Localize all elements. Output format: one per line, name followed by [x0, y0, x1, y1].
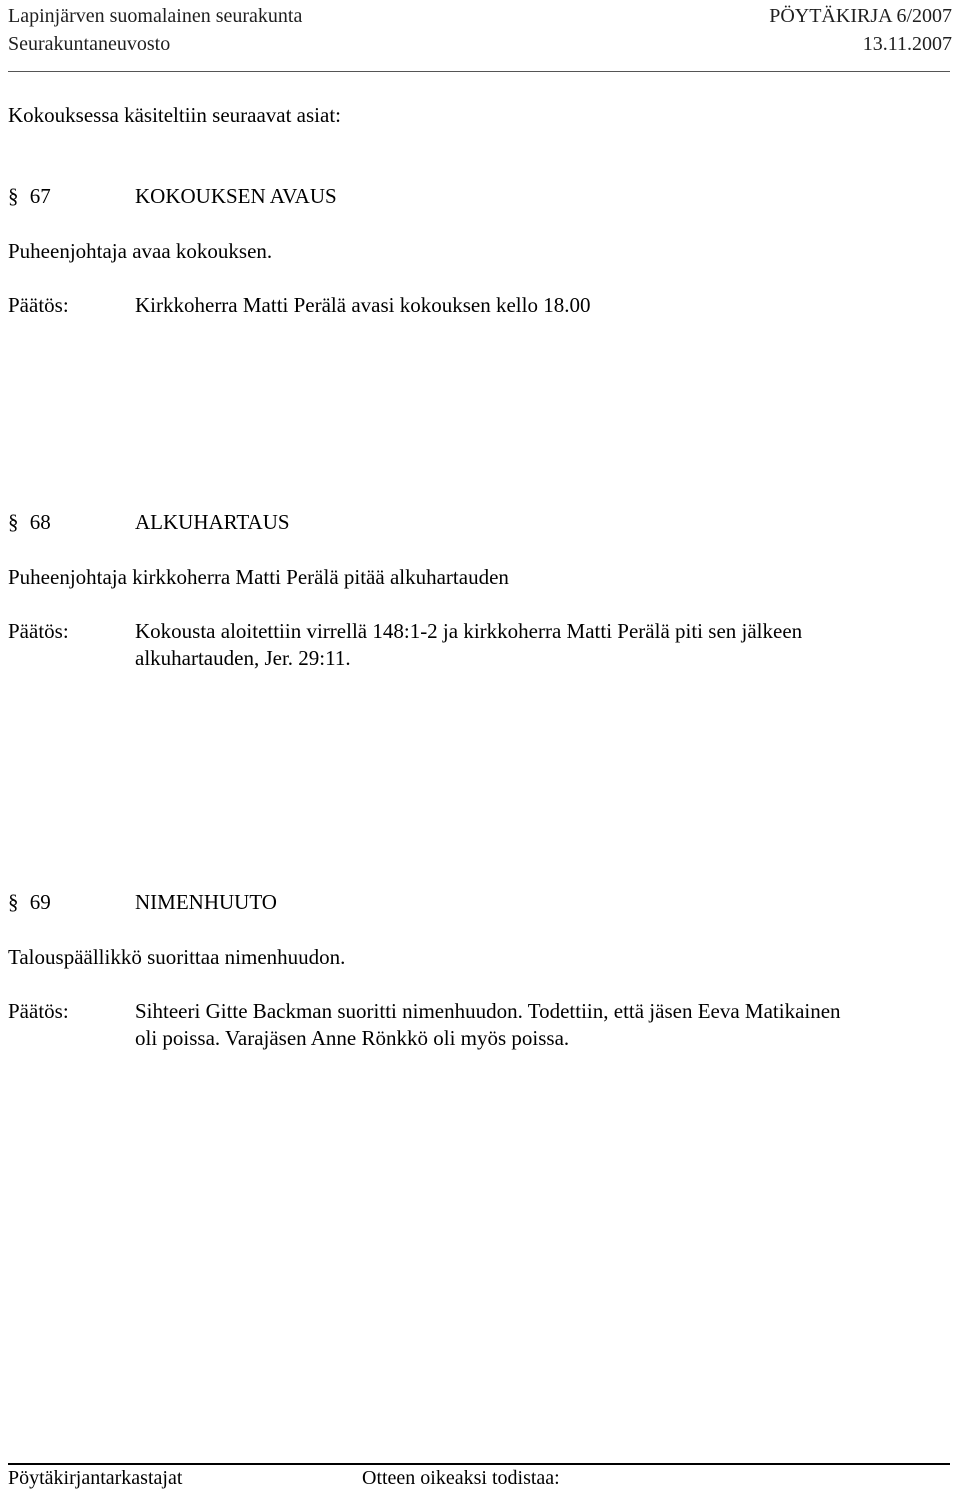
section-number: 67	[29, 184, 51, 208]
section-number: 68	[29, 510, 51, 534]
section-heading	[8, 509, 608, 537]
footer-reviewers-label: Pöytäkirjantarkastajat	[8, 1467, 183, 1489]
intro-text: Kokouksessa käsiteltiin seuraavat asiat:	[8, 103, 341, 127]
meeting-date: 13.11.2007	[862, 33, 952, 55]
decision-text: oli poissa. Varajäsen Anne Rönkkö oli myös poissa.	[135, 1026, 570, 1050]
section-text: Puheenjohtaja kirkkoherra Matti Perälä pitää alkuhartauden	[8, 565, 509, 589]
decision-text: Kirkkoherra Matti Perälä avasi kokouksen kello 18.00	[135, 293, 591, 317]
decision-label: Päätös:	[8, 999, 69, 1023]
decision-label: Päätös:	[8, 293, 69, 317]
governing-body: Seurakuntaneuvosto	[8, 33, 171, 55]
document-id: PÖYTÄKIRJA 6/2007	[769, 5, 952, 27]
section-heading	[8, 183, 608, 211]
section-mark-icon: §	[8, 510, 19, 534]
section-heading	[8, 889, 608, 917]
decision-label: Päätös:	[8, 619, 69, 643]
section-mark-icon: §	[8, 890, 19, 914]
section-number: 69	[29, 890, 51, 914]
section-title: NIMENHUUTO	[135, 890, 277, 914]
section-mark-icon: §	[8, 184, 19, 208]
organization-name: Lapinjärven suomalainen seurakunta	[8, 5, 303, 27]
header-divider	[8, 71, 950, 72]
decision-text: Sihteeri Gitte Backman suoritti nimenhuudon. Todettiin, että jäsen Eeva Matikainen	[135, 999, 841, 1023]
decision-text: Kokousta aloitettiin virrellä 148:1-2 ja kirkkoherra Matti Perälä piti sen jälkeen	[135, 619, 803, 643]
section-title: KOKOUKSEN AVAUS	[135, 184, 337, 208]
decision-text: alkuhartauden, Jer. 29:11.	[135, 646, 351, 670]
section-title: ALKUHARTAUS	[135, 510, 290, 534]
footer-certification-label: Otteen oikeaksi todistaa:	[362, 1467, 560, 1489]
footer-divider	[8, 1463, 950, 1465]
section-text: Puheenjohtaja avaa kokouksen.	[8, 239, 273, 263]
section-text: Talouspäällikkö suorittaa nimenhuudon.	[8, 945, 346, 969]
